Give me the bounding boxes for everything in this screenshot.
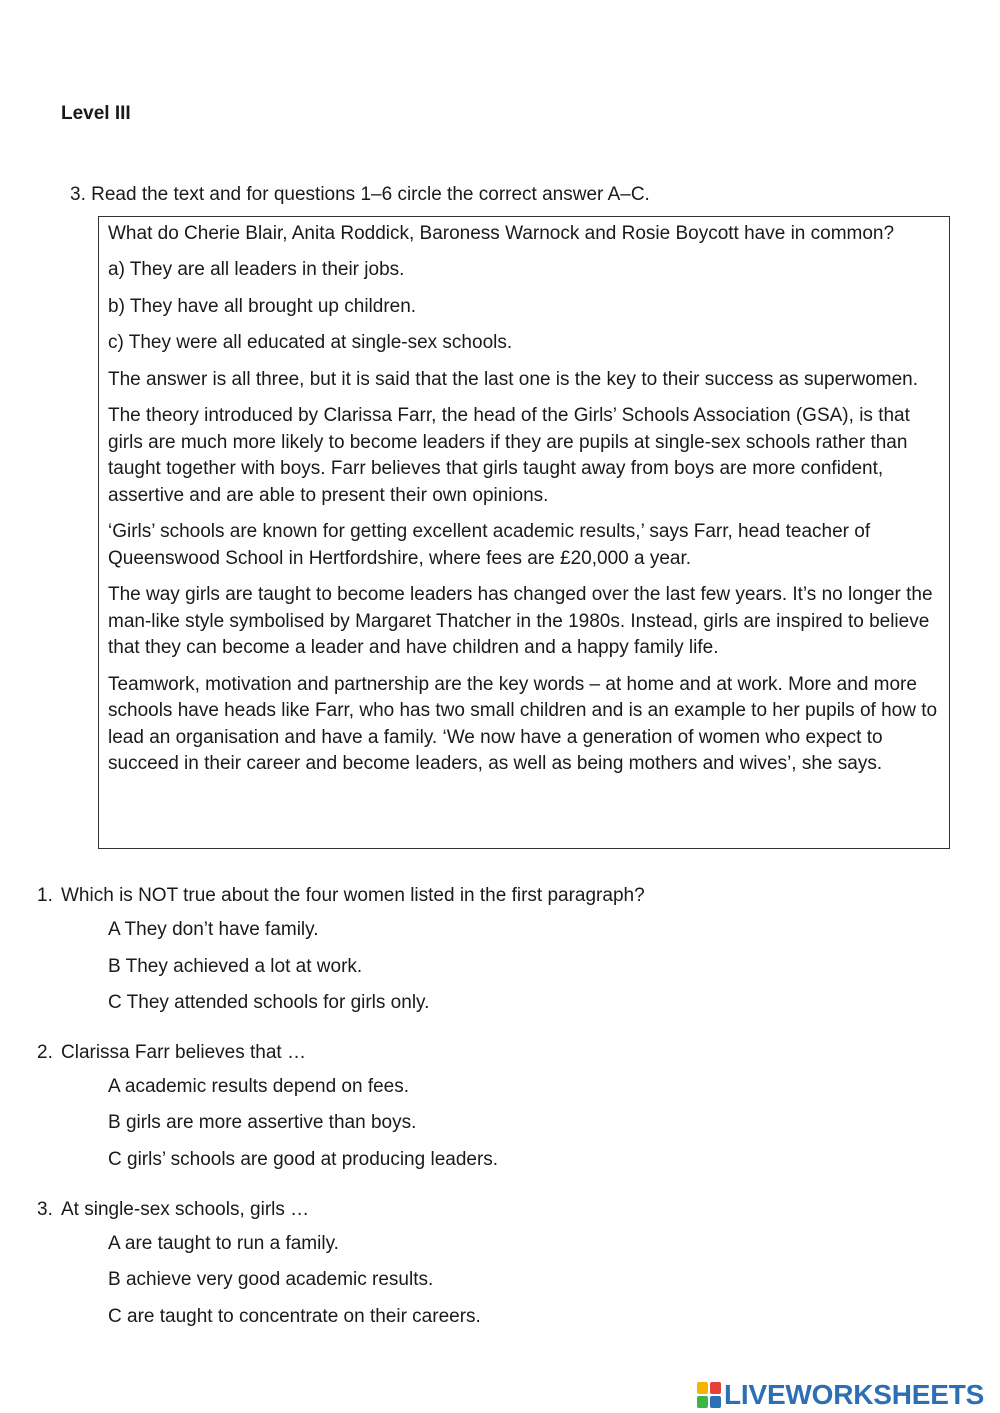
passage-option-b: b) They have all brought up children.	[108, 295, 417, 317]
reading-passage-box	[98, 216, 950, 849]
q1-option-a[interactable]: A They don’t have family.	[108, 919, 319, 940]
q1-option-b[interactable]: B They achieved a lot at work.	[108, 956, 363, 977]
passage-paragraph: The theory introduced by Clarissa Farr, the head of the Girls’ Schools Association (GSA), is that girls are much more likely to become leaders if they are pupils at single-sex schools rather than taught together with boys. Farr believes that girls taught away from boys are more confident, assertive and are able to present their own opinions.	[108, 404, 910, 506]
passage-option-a: a) They are all leaders in their jobs.	[108, 259, 405, 281]
question-text: Clarissa Farr believes that …	[61, 1042, 306, 1063]
q2-option-a[interactable]: A academic results depend on fees.	[108, 1076, 410, 1097]
question-number: 2.	[37, 1042, 53, 1063]
passage-paragraph: The way girls are taught to become leaders has changed over the last few years. It’s no longer the man-like style symbolised by Margaret Thatcher in the 1980s. Instead, girls are inspired to believe that they can become a leader and have children and a happy family life.	[108, 584, 933, 659]
passage-paragraph: What do Cherie Blair, Anita Roddick, Baroness Warnock and Rosie Boycott have in common?	[108, 223, 895, 244]
question-1	[37, 885, 645, 907]
task-instruction: 3. Read the text and for questions 1–6 circle the correct answer A–C.	[70, 184, 650, 205]
question-3	[37, 1199, 309, 1221]
q3-option-b[interactable]: B achieve very good academic results.	[108, 1269, 434, 1290]
q2-option-c[interactable]: C girls’ schools are good at producing leaders.	[108, 1149, 499, 1170]
question-text: At single-sex schools, girls …	[61, 1199, 310, 1220]
q2-option-b[interactable]: B girls are more assertive than boys.	[108, 1112, 417, 1133]
passage-option-c: c) They were all educated at single-sex schools.	[108, 332, 513, 354]
liveworksheets-icon	[697, 1382, 721, 1408]
passage-paragraph: The answer is all three, but it is said that the last one is the key to their success as superwomen.	[108, 368, 919, 390]
passage-paragraph: ‘Girls’ schools are known for getting excellent academic results,’ says Farr, head teacher of Queenswood School in Hertfordshire, where fees are £20,000 a year.	[108, 521, 871, 569]
brand-name: LIVEWORKSHEETS	[724, 1379, 985, 1410]
question-number: 3.	[37, 1199, 53, 1220]
liveworksheets-logo	[697, 1378, 984, 1412]
q3-option-a[interactable]: A are taught to run a family.	[108, 1233, 339, 1254]
level-heading: Level III	[61, 103, 131, 124]
question-2	[37, 1042, 306, 1064]
question-number: 1.	[37, 885, 53, 906]
passage-paragraph: Teamwork, motivation and partnership are the key words – at home and at work. More and more schools have heads like Farr, who has two small children and is an example to her pupils of how to lead an organisation and have a family. ‘We now have a generation of women who expect to succeed in their career and become leaders, as well as being mothers and wives’, she says.	[108, 673, 938, 775]
question-text: Which is NOT true about the four women listed in the first paragraph?	[61, 885, 645, 906]
q3-option-c[interactable]: C are taught to concentrate on their careers.	[108, 1306, 481, 1327]
q1-option-c[interactable]: C They attended schools for girls only.	[108, 992, 430, 1013]
